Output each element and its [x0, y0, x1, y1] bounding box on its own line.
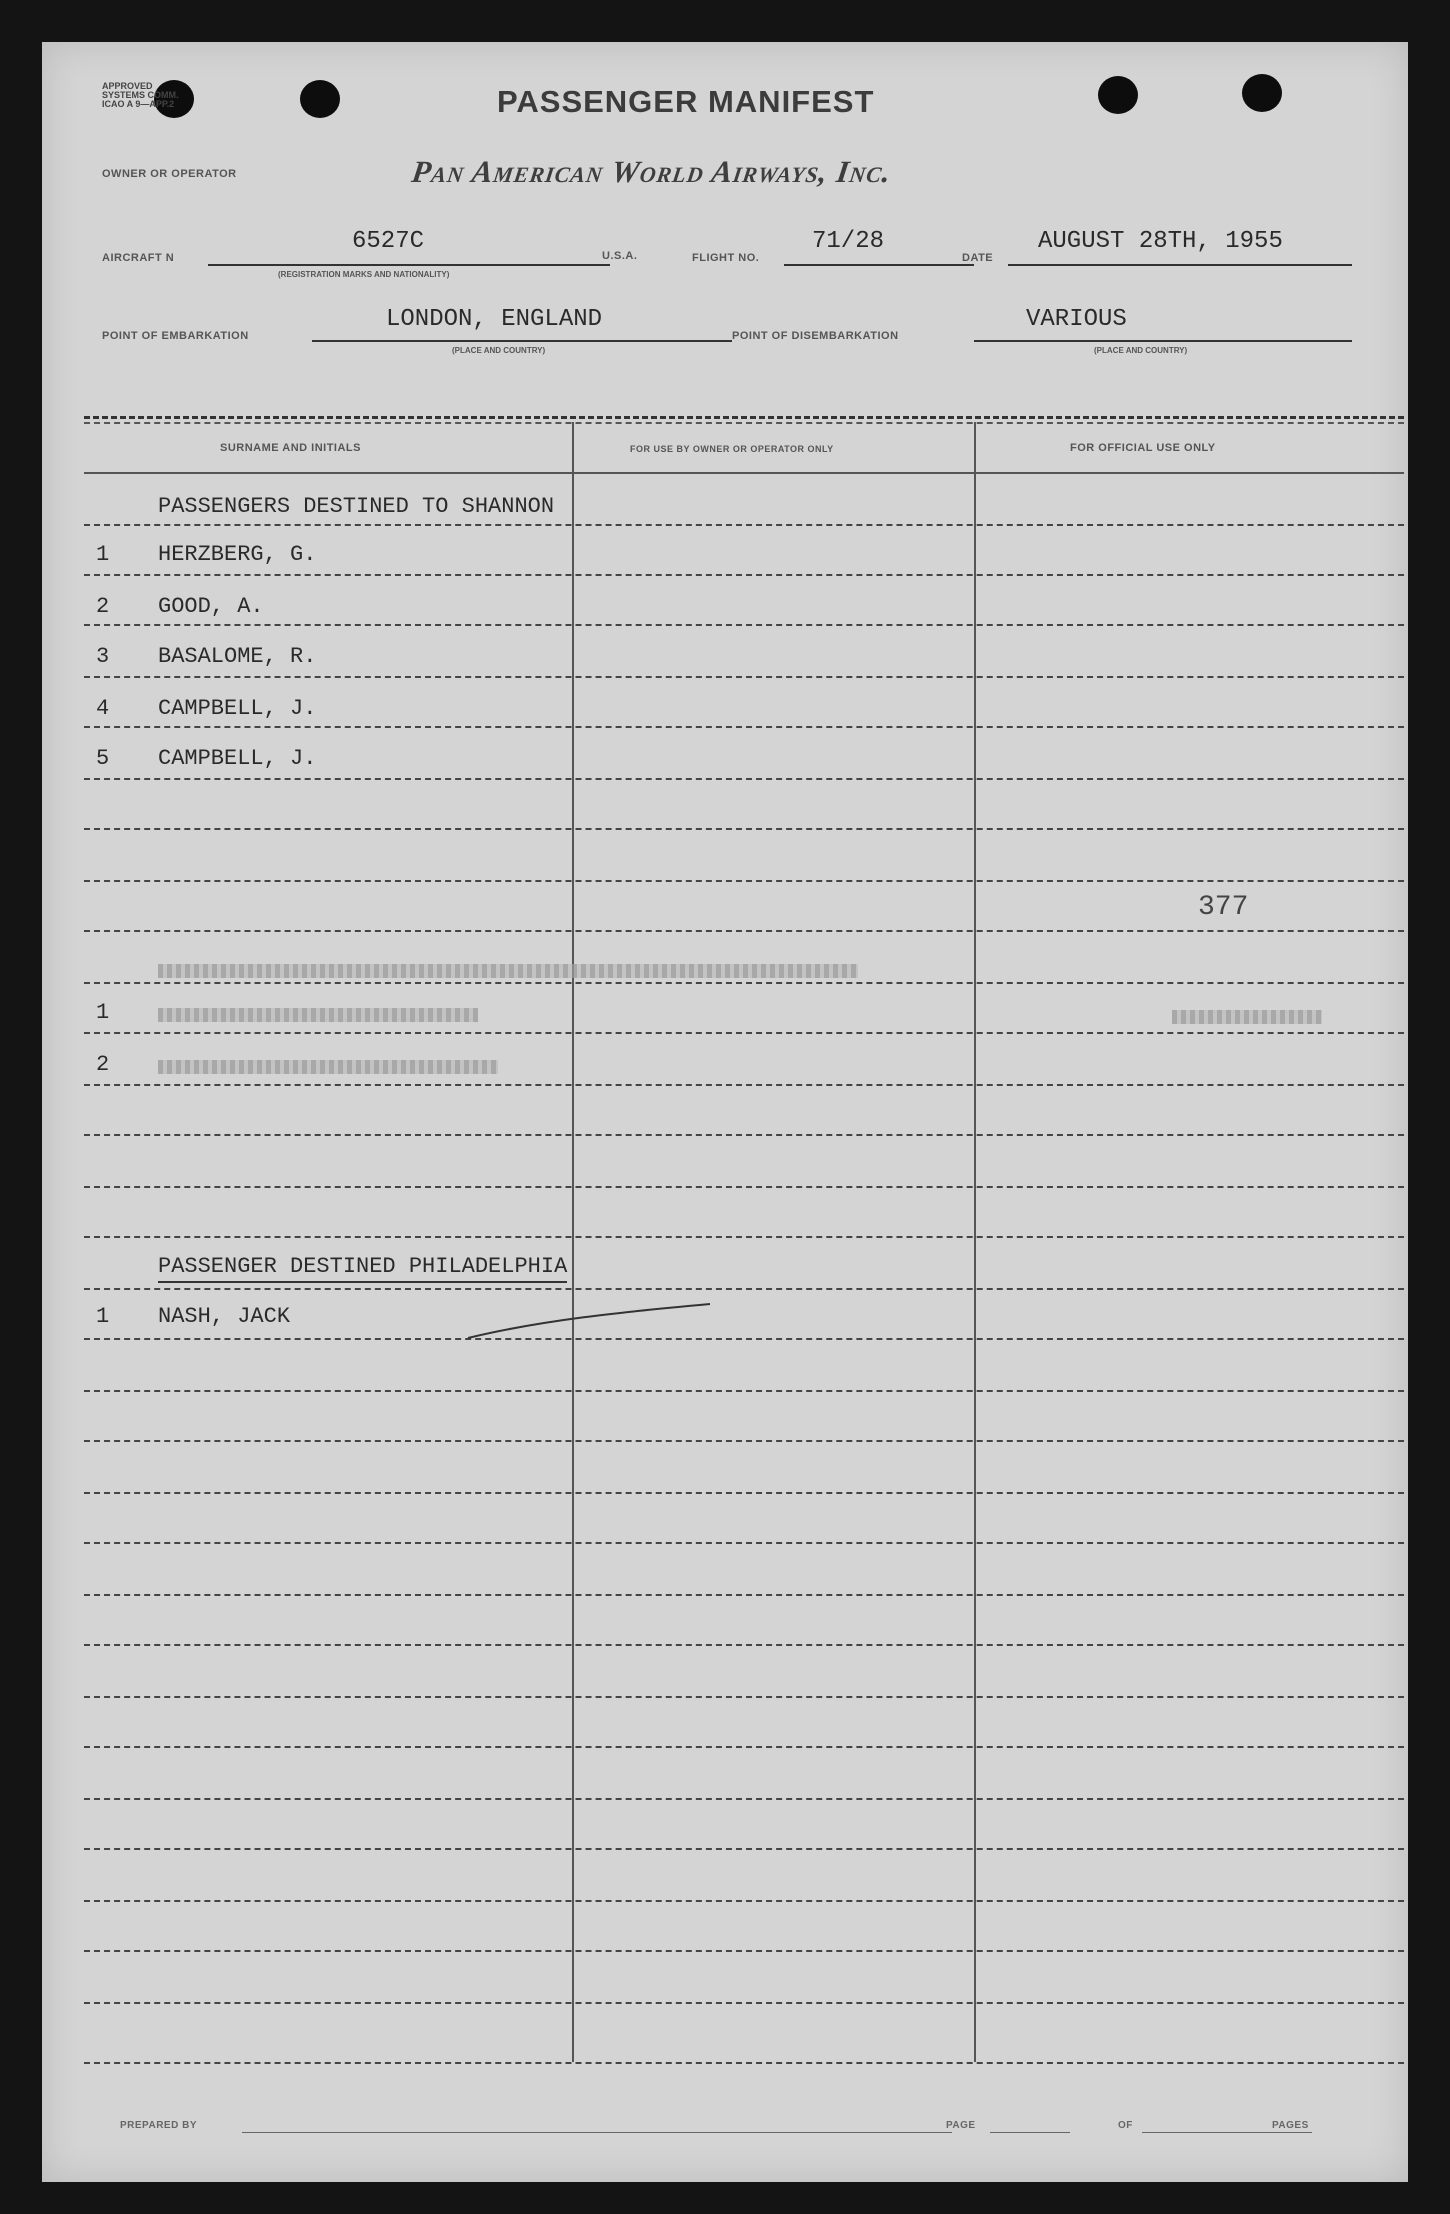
row-rule	[84, 1746, 1404, 1748]
prepared-by-label: PREPARED BY	[120, 2120, 197, 2131]
aircraft-underline	[208, 264, 610, 266]
row-rule	[84, 624, 1404, 626]
row-number: 1	[96, 1000, 110, 1025]
disembarkation-value: VARIOUS	[1026, 306, 1127, 333]
row-rule	[84, 1594, 1404, 1596]
approval-stamp	[102, 82, 179, 109]
usa-label: U.S.A.	[602, 250, 638, 262]
row-rule	[84, 1186, 1404, 1188]
of-label: OF	[1118, 2120, 1133, 2131]
punch-hole	[300, 80, 340, 118]
disembarkation-sublabel: (PLACE AND COUNTRY)	[1094, 346, 1188, 355]
row-rule	[84, 1644, 1404, 1646]
row-rule	[84, 778, 1404, 780]
row-rule	[84, 880, 1404, 882]
row-rule	[84, 1236, 1404, 1238]
owner-label: OWNER OR OPERATOR	[102, 168, 237, 180]
row-rule	[84, 1848, 1404, 1850]
row-rule	[84, 1390, 1404, 1392]
row-rule	[84, 930, 1404, 932]
row-rule	[84, 1288, 1404, 1290]
row-rule	[84, 1900, 1404, 1902]
row-number: 1	[96, 542, 110, 567]
row-number: 2	[96, 594, 110, 619]
table-top-rule	[84, 422, 1404, 424]
aircraft-sublabel: (REGISTRATION MARKS AND NATIONALITY)	[278, 270, 450, 279]
row-rule	[84, 828, 1404, 830]
punch-hole	[1242, 74, 1282, 112]
aircraft-value: 6527C	[352, 228, 425, 255]
row-rule	[84, 1084, 1404, 1086]
flight-underline	[784, 264, 974, 266]
section-heading: PASSENGERS DESTINED TO SHANNON	[158, 494, 555, 519]
flight-label: FLIGHT NO.	[692, 252, 760, 264]
pen-stroke	[462, 1290, 722, 1350]
official-note: 377	[1198, 892, 1249, 923]
aircraft-label: AIRCRAFT N	[102, 252, 175, 264]
manifest-sheet	[42, 42, 1408, 2182]
row-rule	[84, 982, 1404, 984]
embarkation-underline	[312, 340, 732, 342]
page-underline	[990, 2132, 1070, 2133]
header-rule	[84, 472, 1404, 474]
row-rule	[84, 1440, 1404, 1442]
redacted-name	[158, 1060, 498, 1074]
passenger-name: CAMPBELL, J.	[158, 696, 317, 721]
row-number: 1	[96, 1304, 110, 1329]
row-rule	[84, 1338, 1404, 1340]
row-rule	[84, 2002, 1404, 2004]
date-label: DATE	[962, 252, 994, 264]
row-rule	[84, 1542, 1404, 1544]
row-rule	[84, 524, 1404, 526]
table-top-rule	[84, 416, 1404, 419]
pages-label: PAGES	[1272, 2120, 1309, 2131]
row-number: 4	[96, 696, 110, 721]
disembarkation-underline	[974, 340, 1352, 342]
passenger-name: NASH, JACK	[158, 1304, 291, 1329]
passenger-name: CAMPBELL, J.	[158, 746, 317, 771]
row-rule	[84, 1950, 1404, 1952]
flight-value: 71/28	[812, 228, 885, 255]
of-underline	[1142, 2132, 1312, 2133]
stamp-line: SYSTEMS COMM.	[102, 90, 179, 100]
column-header-surname: SURNAME AND INITIALS	[220, 442, 361, 454]
column-divider	[974, 422, 976, 2062]
row-rule	[84, 1492, 1404, 1494]
passenger-name: BASALOME, R.	[158, 644, 317, 669]
row-rule	[84, 1032, 1404, 1034]
stamp-line: ICAO A 9—APP.2	[102, 99, 175, 109]
section-heading: PASSENGER DESTINED PHILADELPHIA	[158, 1254, 567, 1283]
passenger-name: HERZBERG, G.	[158, 542, 317, 567]
row-rule	[84, 726, 1404, 728]
row-number: 5	[96, 746, 110, 771]
redacted-name	[158, 1008, 478, 1022]
form-title: PASSENGER MANIFEST	[497, 84, 875, 119]
owner-name: Pan American World Airways, Inc.	[409, 154, 894, 189]
row-rule	[84, 574, 1404, 576]
row-rule	[84, 1696, 1404, 1698]
row-number: 3	[96, 644, 110, 669]
date-value: AUGUST 28TH, 1955	[1038, 228, 1283, 255]
row-number: 2	[96, 1052, 110, 1077]
column-divider	[572, 422, 574, 2062]
punch-hole	[1098, 76, 1138, 114]
row-rule	[84, 2062, 1404, 2064]
disembarkation-label: POINT OF DISEMBARKATION	[732, 330, 899, 342]
row-rule	[84, 1134, 1404, 1136]
passenger-name: GOOD, A.	[158, 594, 264, 619]
column-header-official: FOR OFFICIAL USE ONLY	[1070, 442, 1216, 454]
stamp-line: APPROVED	[102, 81, 153, 91]
page-label: PAGE	[946, 2120, 976, 2131]
date-underline	[1008, 264, 1352, 266]
redacted-heading	[158, 964, 858, 978]
prepared-by-underline	[242, 2132, 952, 2133]
row-rule	[84, 1798, 1404, 1800]
embarkation-sublabel: (PLACE AND COUNTRY)	[452, 346, 546, 355]
embarkation-value: LONDON, ENGLAND	[386, 306, 603, 333]
column-header-operator: FOR USE BY OWNER OR OPERATOR ONLY	[630, 444, 834, 454]
pen-stroke-path	[468, 1304, 710, 1338]
row-rule	[84, 676, 1404, 678]
redacted-official	[1172, 1010, 1322, 1024]
embarkation-label: POINT OF EMBARKATION	[102, 330, 249, 342]
